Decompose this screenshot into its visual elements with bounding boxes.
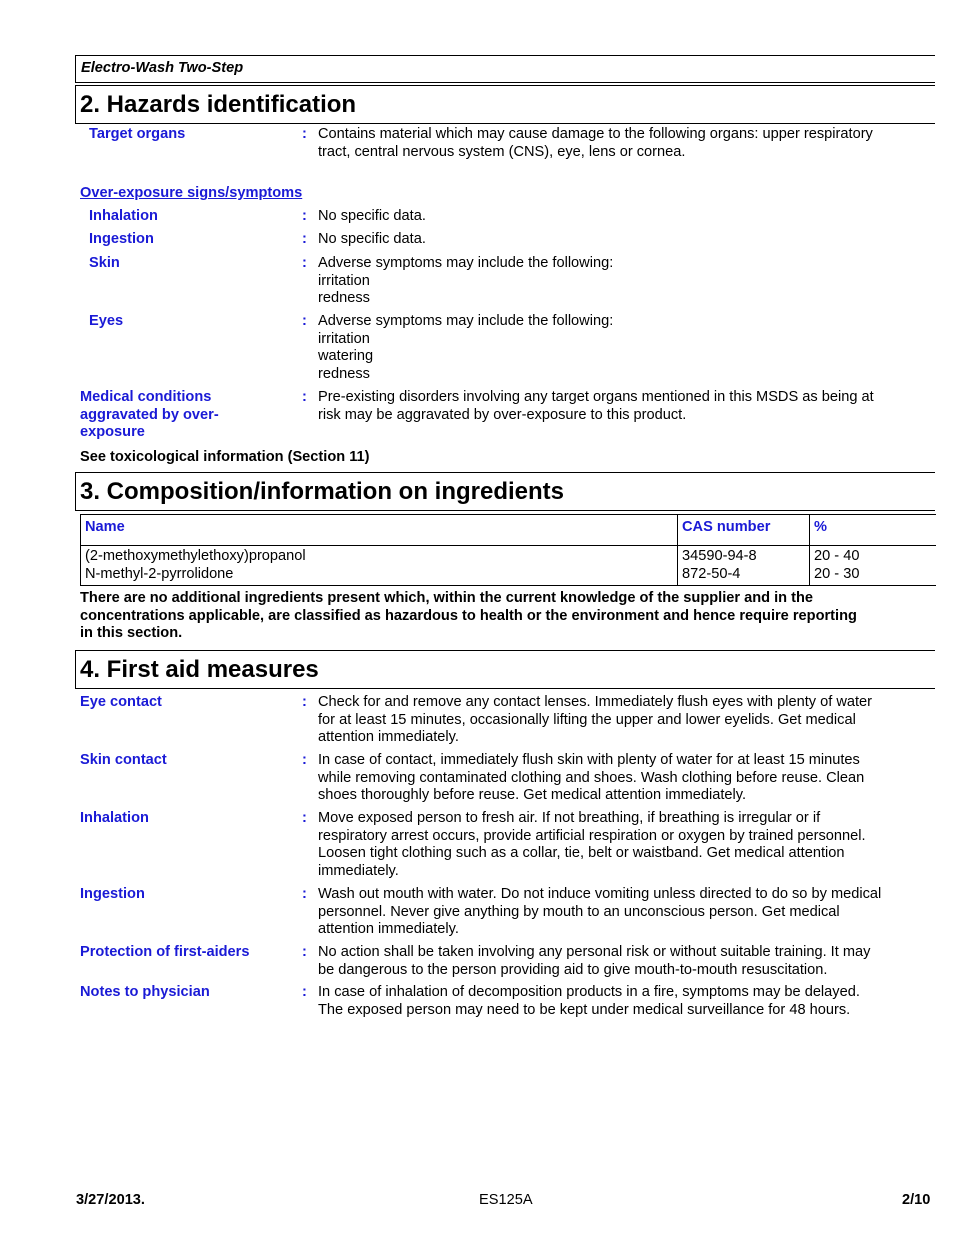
footer-code: ES125A	[479, 1192, 533, 1208]
first-aid-ingestion-label: Ingestion	[80, 886, 145, 902]
target-organs-value: Contains material which may cause damage to the following organs: upper respiratory tract, central nervous system (CNS), eye, lens or cornea.	[318, 126, 873, 160]
protection-value: No action shall be taken involving any personal risk or without suitable training. It may be dangerous to the person providing aid to give mouth-to-mouth resuscitation.	[318, 944, 871, 978]
first-aid-inhalation-value: Move exposed person to fresh air. If not breathing, if breathing is irregular or if respiratory arrest occurs, provide artificial respiration or oxygen by trained personnel. Loosen tight clothing such as a collar, tie, belt or waistband. Get medical attention immediately.	[318, 810, 866, 879]
notes-to-physician-value: In case of inhalation of decomposition products in a fire, symptoms may be delayed. The exposed person may need to be kept under medical surveillance for 48 hours.	[318, 984, 860, 1018]
colon: :	[302, 944, 307, 960]
medical-conditions-label: Medical conditions aggravated by over- exposure	[80, 389, 219, 440]
section-4-title: 4. First aid measures	[80, 656, 319, 683]
eye-contact-value: Check for and remove any contact lenses. Immediately flush eyes with plenty of water for at least 15 minutes, occasionally lifting the upper and lower eyelids. Get medical attention immediately.	[318, 694, 873, 745]
colon: :	[302, 886, 307, 902]
ingestion-label: Ingestion	[89, 231, 154, 247]
section-2-header	[75, 85, 935, 124]
ingredients-note: There are no additional ingredients present which, within the current knowledge of the supplier and in the concentrations applicable, are classified as hazardous to health or the environment and hence require reporting in this section.	[80, 590, 857, 641]
footer-date: 3/27/2013.	[76, 1192, 145, 1208]
cas-numbers-cell: 34590-94-8 872-50-4	[678, 546, 810, 586]
target-organs-label: Target organs	[89, 126, 186, 142]
skin-value: Adverse symptoms may include the following: irritation redness	[318, 255, 614, 306]
colon: :	[302, 810, 307, 826]
colon: :	[302, 694, 307, 710]
section-3-title: 3. Composition/information on ingredients	[80, 478, 564, 505]
protection-label: Protection of first-aiders	[80, 944, 250, 960]
section-4-header	[75, 650, 935, 689]
inhalation-value: No specific data.	[318, 208, 426, 224]
colon: :	[302, 389, 307, 405]
colon: :	[302, 313, 307, 329]
footer-page-number: 2/10	[902, 1192, 931, 1208]
table-row	[81, 546, 937, 586]
colon: :	[302, 255, 307, 271]
colon: :	[302, 752, 307, 768]
skin-label: Skin	[89, 255, 120, 271]
see-toxicological-note: See toxicological information (Section 11)	[80, 449, 370, 465]
section-3-header	[75, 472, 935, 511]
colon: :	[302, 208, 307, 224]
column-header-cas: CAS number	[678, 515, 810, 546]
colon: :	[302, 984, 307, 1000]
eye-contact-label: Eye contact	[80, 694, 162, 710]
table-header-row	[81, 515, 937, 546]
ingredients-table	[80, 514, 936, 586]
colon: :	[302, 231, 307, 247]
ingestion-value: No specific data.	[318, 231, 426, 247]
overexposure-heading-link[interactable]: Over-exposure signs/symptoms	[80, 185, 303, 201]
medical-conditions-value: Pre-existing disorders involving any target organs mentioned in this MSDS as being at risk may be aggravated by over-exposure to this product.	[318, 389, 874, 423]
section-2-title: 2. Hazards identification	[80, 91, 357, 118]
product-name: Electro-Wash Two-Step	[81, 60, 244, 76]
first-aid-ingestion-value: Wash out mouth with water. Do not induce vomiting unless directed to do so by medical personnel. Never give anything by mouth to an unconscious person. Get medical attention immediately.	[318, 886, 882, 937]
eyes-value: Adverse symptoms may include the following: irritation watering redness	[318, 313, 614, 382]
column-header-percent: %	[810, 515, 937, 546]
document-header	[75, 55, 935, 83]
eyes-label: Eyes	[89, 313, 124, 329]
ingredient-names-cell: (2-methoxymethylethoxy)propanol N-methyl-2-pyrrolidone	[81, 546, 678, 586]
notes-to-physician-label: Notes to physician	[80, 984, 210, 1000]
skin-contact-label: Skin contact	[80, 752, 167, 768]
skin-contact-value: In case of contact, immediately flush skin with plenty of water for at least 15 minutes while removing contaminated clothing and shoes. Wash clothing before reuse. Clean shoes thoroughly before reuse. Get medical attention immediately.	[318, 752, 865, 803]
colon: :	[302, 126, 307, 142]
column-header-name: Name	[81, 515, 678, 546]
first-aid-inhalation-label: Inhalation	[80, 810, 149, 826]
inhalation-label: Inhalation	[89, 208, 158, 224]
percent-cell: 20 - 40 20 - 30	[810, 546, 937, 586]
